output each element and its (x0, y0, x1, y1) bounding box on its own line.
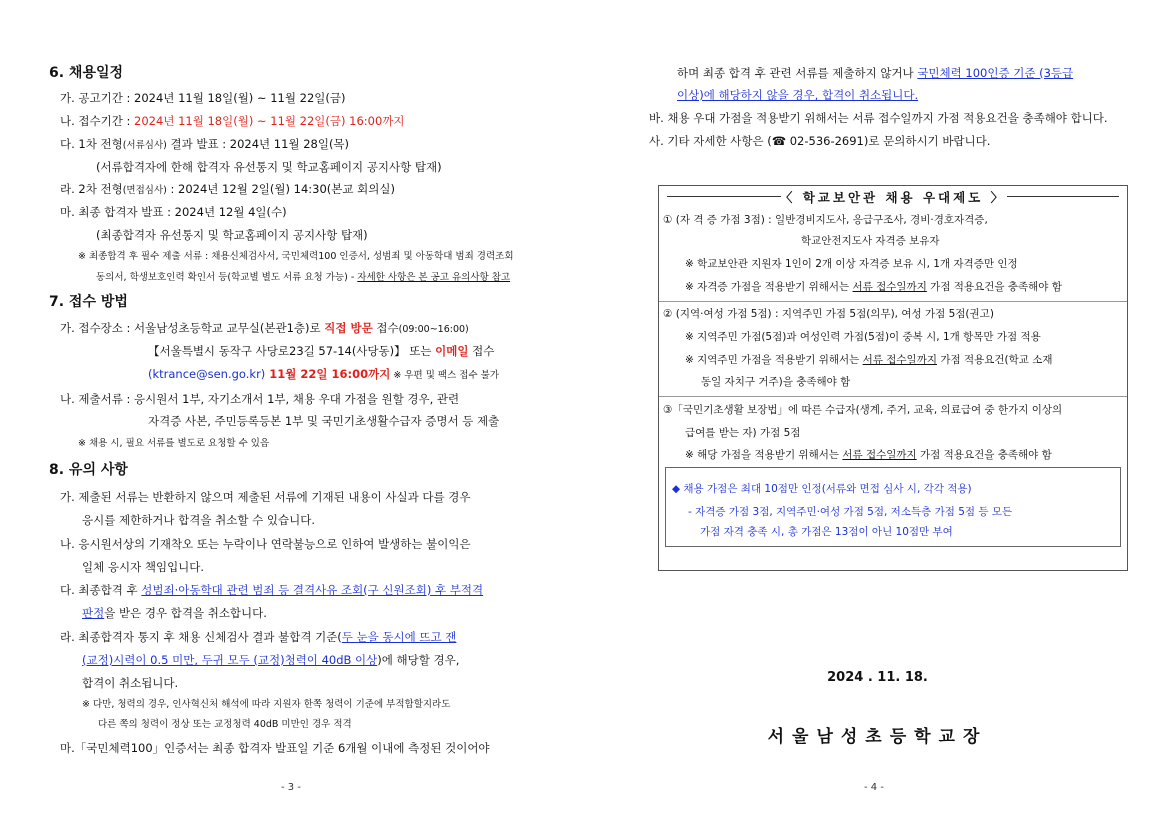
second-round-type: (면접심사) (122, 185, 167, 196)
required-documents-note-text: 동의서, 학생보호인력 확인서 등(학교별 별도 서류 요청 가능) - (96, 272, 358, 283)
submission-documents: 나. 제출서류 : 응시원서 1부, 자기소개서 1부, 채용 우대 가점을 원할 경우, 관련 (60, 392, 460, 406)
note-ra-rest: )에 해당할 경우, (377, 653, 460, 667)
posting-period: 가. 공고기간 : 2024년 11월 18일(월) ~ 11월 22일(금) (60, 91, 346, 105)
submission-place-text: 가. 접수장소 : 서울남성초등학교 교무실(본관1층)로 (60, 321, 325, 335)
local-female-note2-rest: 가점 적용요건(학교 소재 (936, 354, 1053, 366)
address-text: 【서울특별시 동작구 사당로23길 57-14(사당동)】 또는 (148, 344, 436, 358)
local-female-note2-cont: 동일 자치구 거주)을 충족해야 함 (701, 376, 851, 388)
preference-box (658, 185, 1128, 571)
email-deadline (148, 366, 499, 384)
first-round-date: 결과 발표 : 2024년 11월 28일(목) (166, 137, 350, 151)
note-ba: 바. 채용 우대 가점을 적용받기 위해서는 서류 접수일까지 가점 적용요건을 충족해야 합니다. (649, 111, 1108, 125)
section-8-heading: 8. 유의 사항 (49, 462, 128, 478)
required-documents-note-cont (96, 270, 510, 286)
welfare-bonus: ③「국민기초생활 보장법」에 따른 수급자(생계, 주거, 교육, 의료급여 중 한가지 이상의 (663, 404, 1063, 416)
email-submission-word: 접수 (468, 344, 495, 358)
note-sa: 사. 기타 자세한 사항은 (☎ 02-536-2691)로 문의하시기 바랍니다. (649, 134, 991, 148)
email-address: (ktrance@sen.go.kr) (148, 367, 266, 381)
note-na-cont: 일체 응시자 책임입니다. (82, 560, 205, 574)
submission-place (60, 320, 469, 338)
cert-bonus-cont: 학교안전지도사 자격증 보유자 (801, 235, 940, 247)
note-ma-cont (677, 65, 1073, 81)
section-7-heading: 7. 접수 방법 (49, 294, 128, 310)
note-ra (60, 629, 456, 645)
first-round-label: 다. 1차 전형 (60, 137, 123, 151)
note-ma: 마.「국민체력100」인증서는 최종 합격자 발표일 기준 6개월 이내에 측정된 것이어야 (60, 741, 490, 755)
note-ma-cont-text: 하며 최종 합격 후 관련 서류를 제출하지 않거나 (677, 66, 918, 80)
welfare-bonus-note-rest: 가점 적용요건을 충족해야 함 (916, 449, 1052, 461)
note-da-cont (82, 605, 267, 621)
hearing-exception-note: ※ 다만, 청력의 경우, 인사혁신처 해석에 따라 지원자 한쪽 청력이 기준에 부적합할지라도 (82, 699, 451, 710)
required-documents-note: ※ 최종합격 후 필수 제출 서류 : 채용신체검사서, 국민체력100 인증서, 성범죄 및 아동학대 범죄 경력조회 (78, 251, 514, 262)
fitness-criteria-cont: 이상)에 해당하지 않을 경우, 합격이 취소됩니다. (677, 88, 919, 102)
max-bonus-detail: - 자격증 가점 3점, 지역주민·여성 가점 5점, 저소득층 가점 5점 등 모든 (688, 506, 1013, 518)
application-period-label: 나. 접수기간 : (60, 114, 135, 128)
cert-deadline: 서류 접수일까지 (852, 281, 927, 293)
note-da-text: 다. 최종합격 후 (60, 583, 142, 597)
note-da (60, 582, 483, 598)
second-round-date: : 2024년 12월 2일(월) 14:30(본교 회의실) (166, 182, 395, 196)
hearing-criteria: (교정)시력이 0.5 미만, 두귀 모두 (교정)청력이 40dB 이상 (82, 653, 378, 667)
school-address (148, 343, 494, 359)
local-female-note2 (685, 352, 1053, 368)
note-ga: 가. 제출된 서류는 반환하지 않으며 제출된 서류에 기재된 내용이 사실과 다를 경우 (60, 490, 471, 504)
box-separator-1 (659, 301, 1127, 302)
see-notes-reference: 자세한 사항은 본 공고 유의사항 참고 (357, 272, 511, 283)
deadline: 11월 22일 16:00까지 (265, 367, 391, 381)
principal-signature: 서울남성초등학교장 (767, 727, 988, 747)
note-ra-cont2: 합격이 취소됩니다. (82, 676, 179, 690)
application-period-dates: 2024년 11월 18일(월) ~ 11월 22일(금) 16:00까지 (134, 114, 405, 128)
local-female-bonus: ② (지역·여성 가점 5점) : 지역주민 가점 5점(의무), 여성 가점 5점(권고) (663, 308, 994, 320)
judgement-text: 판정 (82, 606, 105, 620)
final-announcement: 마. 최종 합격자 발표 : 2024년 12월 4일(수) (60, 205, 287, 219)
email-highlight: 이메일 (435, 344, 469, 358)
visit-in-person: 직접 방문 (324, 321, 373, 335)
no-mail-fax-note: ※ 우편 및 팩스 접수 불가 (390, 370, 500, 381)
box-separator-2 (659, 396, 1127, 397)
welfare-bonus-cont: 급여를 받는 자) 가점 5점 (685, 427, 801, 439)
first-round-announcement (60, 136, 349, 154)
right-page (585, 0, 1170, 827)
submission-documents-cont: 자격증 사본, 주민등록등본 1부 및 국민기초생활수급자 증명서 등 제출 (148, 414, 500, 428)
application-period (60, 113, 404, 129)
page-number-right: - 4 - (864, 782, 884, 793)
first-round-note: (서류합격자에 한해 합격자 유선통지 및 학교홈페이지 공지사항 탑재) (96, 160, 442, 174)
announcement-date: 2024 . 11. 18. (827, 670, 928, 685)
page-number-left: - 3 - (281, 782, 301, 793)
local-female-note2-text: ※ 지역주민 가점을 적용받기 위해서는 (685, 354, 863, 366)
first-round-type: (서류심사) (122, 140, 167, 151)
welfare-deadline: 서류 접수일까지 (842, 449, 917, 461)
note-ra-text: 라. 최종합격자 통지 후 채용 신체검사 결과 불합격 기준( (60, 630, 342, 644)
final-announcement-note: (최종합격자 유선통지 및 학교홈페이지 공지사항 탑재) (96, 228, 368, 242)
visit-hours: (09:00~16:00) (398, 324, 469, 335)
max-bonus-detail-cont: 가점 자격 충족 시, 총 가점은 13점이 아닌 10점만 부여 (700, 526, 953, 538)
welfare-bonus-note (685, 447, 1052, 463)
note-ma-cont2 (677, 87, 918, 103)
welfare-bonus-note-text: ※ 해당 가점을 적용받기 위해서는 (685, 449, 843, 461)
cert-bonus-note2 (685, 279, 1062, 295)
note-da-rest: 을 받은 경우 합격을 취소합니다. (104, 606, 267, 620)
submission-word: 접수 (372, 321, 399, 335)
note-ra-cont (82, 652, 459, 668)
local-deadline: 서류 접수일까지 (862, 354, 937, 366)
note-na: 나. 응시원서상의 기재착오 또는 누락이나 연락불능으로 인하여 발생하는 불이익은 (60, 537, 471, 551)
cert-bonus-note2-text: ※ 자격증 가점을 적용받기 위해서는 (685, 281, 853, 293)
fitness-criteria: 국민체력 100인증 기준 (3등급 (917, 66, 1074, 80)
local-female-note1: ※ 지역주민 가점(5점)과 여성인력 가점(5점)이 중복 시, 1개 항목만 가점 적용 (685, 331, 1041, 343)
second-round-schedule (60, 181, 395, 199)
cert-bonus: ① (자 격 증 가점 3점) : 일반경비지도사, 응급구조사, 경비·경호자격증, (663, 214, 988, 226)
section-6-heading: 6. 채용일정 (49, 65, 124, 81)
preference-box-title: 〈 학교보안관 채용 우대제도 〉 (779, 190, 1007, 205)
vision-criteria: 두 눈을 동시에 뜨고 잰 (341, 630, 457, 644)
cert-bonus-note2-rest: 가점 적용요건을 충족해야 함 (926, 281, 1062, 293)
max-bonus-box (665, 467, 1121, 547)
note-ga-cont: 응시를 제한하거나 합격을 취소할 수 있습니다. (82, 513, 316, 527)
second-round-label: 라. 2차 전형 (60, 182, 123, 196)
hearing-exception-note-cont: 다른 쪽의 청력이 정상 또는 교정청력 40dB 미만인 경우 적격 (98, 719, 352, 730)
background-check-text: 성범죄·아동학대 관련 범죄 등 결격사유 조회(구 신원조회) 후 부적격 (141, 583, 484, 597)
additional-documents-note: ※ 채용 시, 필요 서류를 별도로 요청할 수 있음 (78, 438, 270, 449)
cert-bonus-note1: ※ 학교보안관 지원자 1인이 2개 이상 자격증 보유 시, 1개 자격증만 인정 (685, 258, 1018, 270)
max-bonus-rule: ◆ 채용 가점은 최대 10점만 인정(서류와 면접 심사 시, 각각 적용) (672, 483, 972, 495)
